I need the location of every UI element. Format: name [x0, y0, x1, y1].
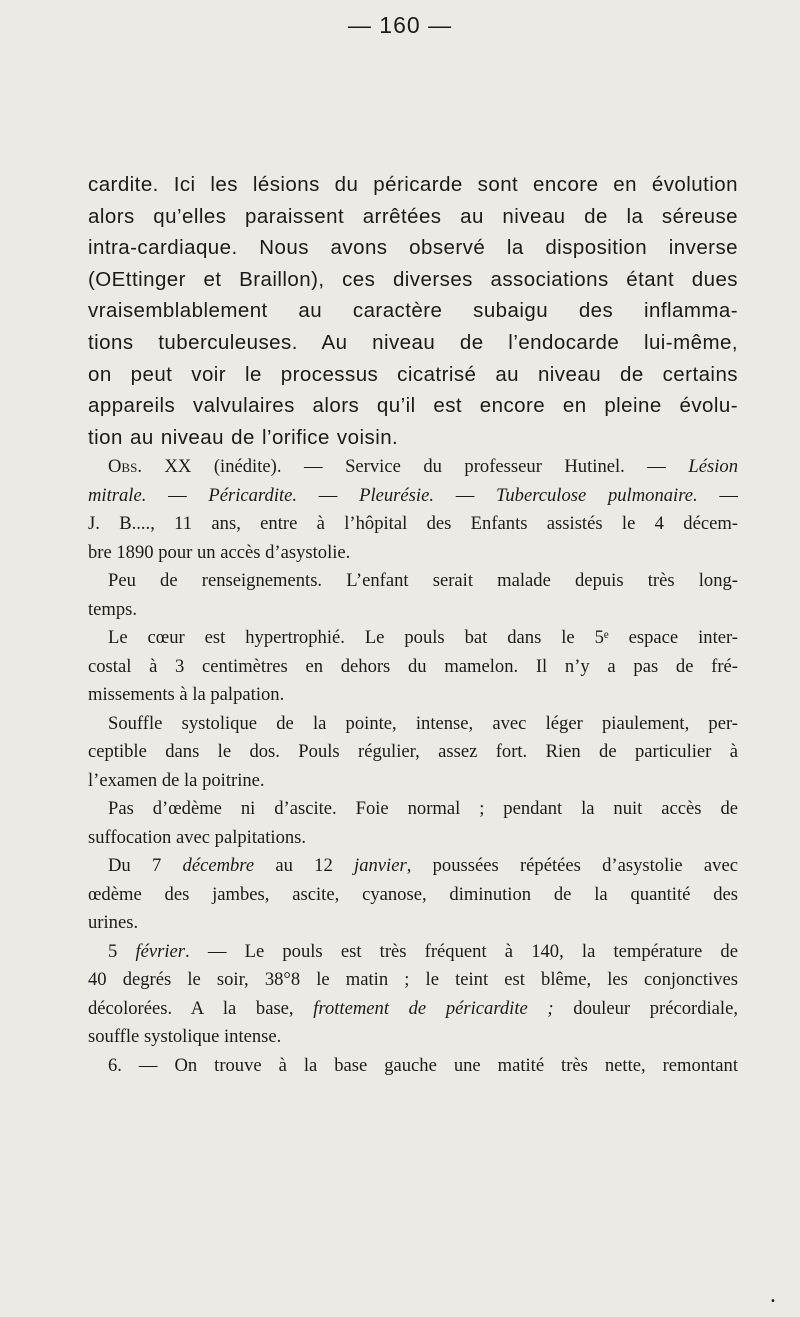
text-line: appareils valvulaires alors qu’il est encore en pleine évolu-	[88, 394, 738, 418]
text-line: œdème des jambes, ascite, cyanose, diminution de la quantité des	[88, 883, 738, 905]
stray-mark: •	[770, 1296, 776, 1307]
text-line: tions tuberculeuses. Au niveau de l’endocarde lui-même,	[88, 330, 738, 354]
observation-heading-line: Obs. XX (inédite). — Service du professeur Hutinel. — Lésion	[108, 456, 739, 477]
text-line: missements à la palpation.	[88, 684, 285, 705]
observation-topics-line: mitrale. — Péricardite. — Pleurésie. — Tuberculose pulmonaire. —	[88, 484, 738, 506]
observation-label: Obs. XX	[108, 456, 192, 477]
entry-six-line: 6. — On trouve à la base gauche une matité très nette, remontant	[108, 1054, 738, 1076]
text-line: vraisemblablement au caractère subaigu des inflamma-	[88, 299, 738, 323]
entry-february-line3: décolorées. A la base, frottement de péricardite ; douleur précordiale,	[88, 997, 738, 1019]
text-line: cardite. Ici les lésions du péricarde sont encore en évolution	[88, 173, 738, 196]
text-line: suffocation avec palpitations.	[88, 826, 307, 848]
topic-lesion: Lésion	[688, 456, 739, 477]
intro-paragraph	[88, 169, 738, 453]
text-line: temps.	[88, 598, 138, 620]
entry-december-line: Du 7 décembre au 12 janvier, poussées répétées d’asystolie avec	[108, 855, 738, 876]
observation-block	[88, 453, 738, 1080]
text-line: on peut voir le processus cicatrisé au niveau de certains	[88, 362, 738, 386]
text-line: urines.	[88, 912, 139, 933]
text-line: souffle systolique intense.	[88, 1026, 282, 1047]
entry-february-line: 5 février. — Le pouls est très fréquent à 140, la température de	[108, 940, 738, 962]
text-line: l’examen de la poitrine.	[88, 769, 265, 791]
text-line: (OEttinger et Braillon), ces diverses associations étant dues	[88, 267, 738, 291]
text-line: Peu de renseignements. L’enfant serait malade depuis très long-	[108, 570, 738, 591]
text-line: alors qu’elles paraissent arrêtées au niveau de la séreuse	[88, 204, 738, 228]
text-line: intra-cardiaque. Nous avons observé la disposition inverse	[88, 236, 738, 260]
text-line: bre 1890 pour un accès d’asystolie.	[88, 541, 351, 563]
text-line: costal à 3 centimètres en dehors du mamelon. Il n’y a pas de fré-	[88, 655, 738, 677]
text-line: Souffle systolique de la pointe, intense, avec léger piaulement, per-	[108, 712, 738, 734]
page-number: — 160 —	[347, 12, 453, 38]
text-line: Pas d’œdème ni d’ascite. Foie normal ; pendant la nuit accès de	[108, 798, 738, 819]
text-line: ceptible dans le dos. Pouls régulier, assez fort. Rien de particulier à	[88, 741, 738, 762]
text-line: J. B...., 11 ans, entre à l’hôpital des Enfants assistés le 4 décem-	[88, 513, 738, 534]
text-line: tion au niveau de l’orifice voisin.	[88, 425, 399, 449]
text-line: 40 degrés le soir, 38°8 le matin ; le teint est blême, les conjonctives	[88, 969, 738, 990]
text-line: Le cœur est hypertrophié. Le pouls bat dans le 5ᵉ espace inter-	[108, 627, 738, 648]
